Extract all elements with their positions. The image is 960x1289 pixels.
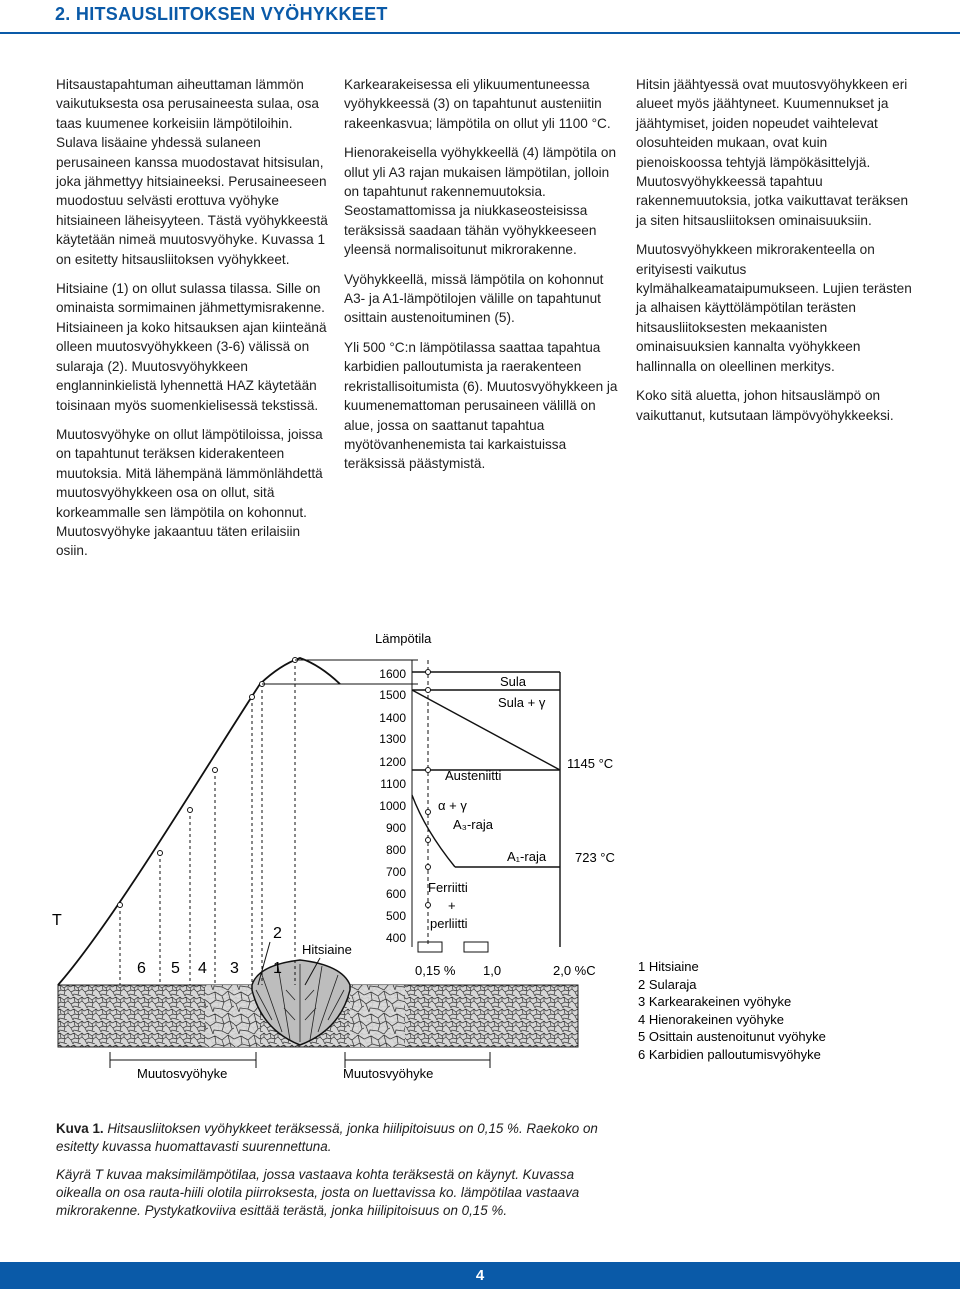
paragraph: Yli 500 °C:n lämpötilassa saattaa tapahtua karbidien palloutumista ja raerakenteen rekristallisoitumista (6). Muutosvyöhykkeen ja kuumenemattoman perusaineen välillä on alue, jossa on saattanut tapahtua myötövanhenemista tai karkaistuissa teräksissä päästymistä. [344,339,618,472]
figure-legend [638,959,826,1062]
legend-item: 1 Hitsiaine [638,959,699,974]
label-ferriitti: Ferriitti [428,880,468,895]
paragraph: Muutosvyöhykkeen mikrorakenteella on erityisesti vaikutus kylmähalkeamataipumukseen. Lujien terästen ja alhaisen käyttölämpötilan terästen hitsausliitoksesten mekaanisten ominaisuuksien kannalta vyöhykkeen hallinnalla on oleellinen merkitys. [636,242,912,374]
carbon-tick: 0,15 % [415,963,456,978]
paragraph: Hitsiaine (1) on ollut sulassa tilassa. Sille on ominaista sormimainen jähmettymisrakenne. Hitsiaineen ja koko hitsauksen ajan kiinteänä olleen muutosvyöhykkeen (3-6) välissä on sularaja (2). Muutosvyöhykkeen englanninkielistä lyhennettä HAZ käytetään toisinaan myös suomenkielisessä tekstissä. [56,281,327,413]
page-title: 2. HITSAUSLIITOKSEN VYÖHYKKEET [55,4,388,24]
label-a3: A₃-raja [453,817,493,832]
legend-item: 2 Sularaja [638,977,697,992]
plate-coarse-zone [350,985,405,1047]
text-column-2 [344,75,619,484]
label-austeniitti: Austeniitti [445,768,502,783]
page-footer [0,1262,960,1289]
caption-title: Kuva 1. [56,1121,104,1136]
temp-tick: 1600 [379,667,406,681]
label-perliitti: perliitti [430,916,468,931]
temp-tick: 1500 [379,688,406,702]
temp-ticks [379,667,406,945]
temp-tick: 1400 [379,711,406,725]
curve-label: T [52,912,62,929]
paragraph: Vyöhykkeellä, missä lämpötila on kohonnut A3- ja A1-lämpötilojen välille on tapahtunut osittain austenoituminen (5). [344,271,604,326]
zone-marker-dots [118,658,298,908]
label-1145: 1145 °C [567,756,614,771]
text-column-1 [56,75,328,571]
zone-number-3: 3 [230,960,239,977]
temp-tick: 1300 [379,732,406,746]
temp-tick: 800 [385,843,406,857]
plate-coarse-zone [205,985,260,1047]
caption-text: Hitsausliitoksen vyöhykkeet teräksessä, jonka hiilipitoisuus on 0,15 %. Raekoko on esitetty kuvassa huomattavasti suurennettuna. [56,1121,598,1154]
carbon-tick: 2,0 %C [553,963,596,978]
temp-tick: 400 [385,931,406,945]
paragraph: Hitsin jäähtyessä ovat muutosvyöhykkeen eri alueet myös jäähtyneet. Kuumennukset ja jäähtymiset, joiden nopeudet vaihtelevat olosuhteiden mukaan, ovat kuin pienoiskoossa tehtyjä lämpökäsittelyjä. Muutosvyöhykkeessä tapahtuu rakennemuutoksia, jotka vaikuttavat teräksen ja siten hitsausliitoksen ominaisuuksiin. [636,77,909,228]
carbon-tick: 1,0 [483,963,502,978]
page-number: 4 [475,1267,485,1284]
text-column-3 [636,75,914,435]
legend-item: 5 Osittain austenoitunut vyöhyke [638,1029,826,1044]
label-sula-gamma: Sula + γ [498,695,546,710]
phase-lines [412,672,560,947]
haz-left-label: Muutosvyöhyke [137,1066,228,1081]
temp-tick: 900 [385,821,406,835]
zone-number-2: 2 [273,925,282,942]
temp-tick: 1200 [379,755,406,769]
legend-item: 6 Karbidien palloutumisvyöhyke [638,1047,821,1062]
weld-zone-figure [0,620,960,1100]
temp-tick: 1100 [380,777,406,791]
weld-label: Hitsiaine [302,942,352,957]
label-a1: A₁-raja [507,849,547,864]
haz-right-label: Muutosvyöhyke [343,1066,434,1081]
temp-tick: 600 [385,887,406,901]
zone-number-1: 1 [273,960,282,977]
title-rule [0,32,960,34]
paragraph: Hienorakeisella vyöhykkeellä (4) lämpötila on ollut yli A3 rajan mukaisen lämpötilan, jolloin on tapahtunut rakennemuutoksia. Seostamattomissa ja niukkaseosteisissa teräksissä saadaan tähän vyöhykkeeseen yleensä normalisoitunut mikrorakenne. [344,145,617,258]
zone-number-4: 4 [198,960,207,977]
caption-paragraph: Käyrä T kuvaa maksimilämpötilaa, jossa vastaava kohta teräksestä on käynyt. Kuvassa oikealla on osa rauta-hiili olotila piirroksesta, josta on luettavissa ko. lämpötilaa vastaava mikrorakenne. Pystykatkoviiva esittää terästä, jonka hiilipitoisuus on 0,15 %. [56,1167,580,1218]
caption-line [56,1120,616,1156]
temp-tick: 500 [385,909,406,923]
figure-caption [56,1120,616,1230]
paragraph: Koko sitä aluetta, johon hitsauslämpö on vaikuttanut, kutsutaan lämpövyöhykkeeksi. [636,388,894,423]
zone-markers [120,660,295,985]
zone-number-6: 6 [137,960,146,977]
legend-item: 3 Karkearakeinen vyöhyke [638,994,792,1009]
label-sula: Sula [500,674,527,689]
phase-labels [428,674,615,931]
label-alpha-gamma: α + γ [438,798,467,813]
paragraph: Hitsaustapahtuman aiheuttaman lämmön vaikutuksesta osa perusaineesta sulaa, osa taas kuumenee korkeisiin lämpötiloihin. Sulava lisäaine yhdessä sulaneen perusaineen kanssa muodostavat hitsisulan, joka jähmettyy hitsiaineeksi. Perusaineeseen muodostuu selvästi erottuva vyöhyke hitsiaineen läheisyyteen. Tästä vyöhykkeestä käytetään nimeä muutosvyöhyke. Kuvassa 1 on esitetty hitsausliitoksen vyöhykkeet. [56,77,328,267]
temp-tick: 700 [385,865,406,879]
paragraph: Karkearakeisessa eli ylikuumentuneessa vyöhykkeessä (3) on tapahtunut austeniitin rakeenkasvua; lämpötila on ollut yli 1100 °C. [344,77,611,131]
paragraph: Muutosvyöhyke on ollut lämpötiloissa, joissa on tapahtunut teräksen kiderakenteen muutoksia. Mitä lähempänä lämmönlähdettä muutosvyöhykkeen osa on ollut, sitä korkeammalle sen lämpötila on kohonnut. Muutosvyöhyke jakaantuu täten erilaisiin osiin. [56,426,323,559]
label-plus: + [448,898,456,913]
zone-numbers [137,925,282,977]
zone-number-5: 5 [171,960,180,977]
label-723: 723 °C [575,850,615,865]
temp-axis-label: Lämpötila [375,631,432,646]
legend-item: 4 Hienorakeinen vyöhyke [638,1012,784,1027]
temp-tick: 1000 [379,799,406,813]
carbon-ticks [415,963,596,978]
max-temperature-curve [58,658,340,985]
